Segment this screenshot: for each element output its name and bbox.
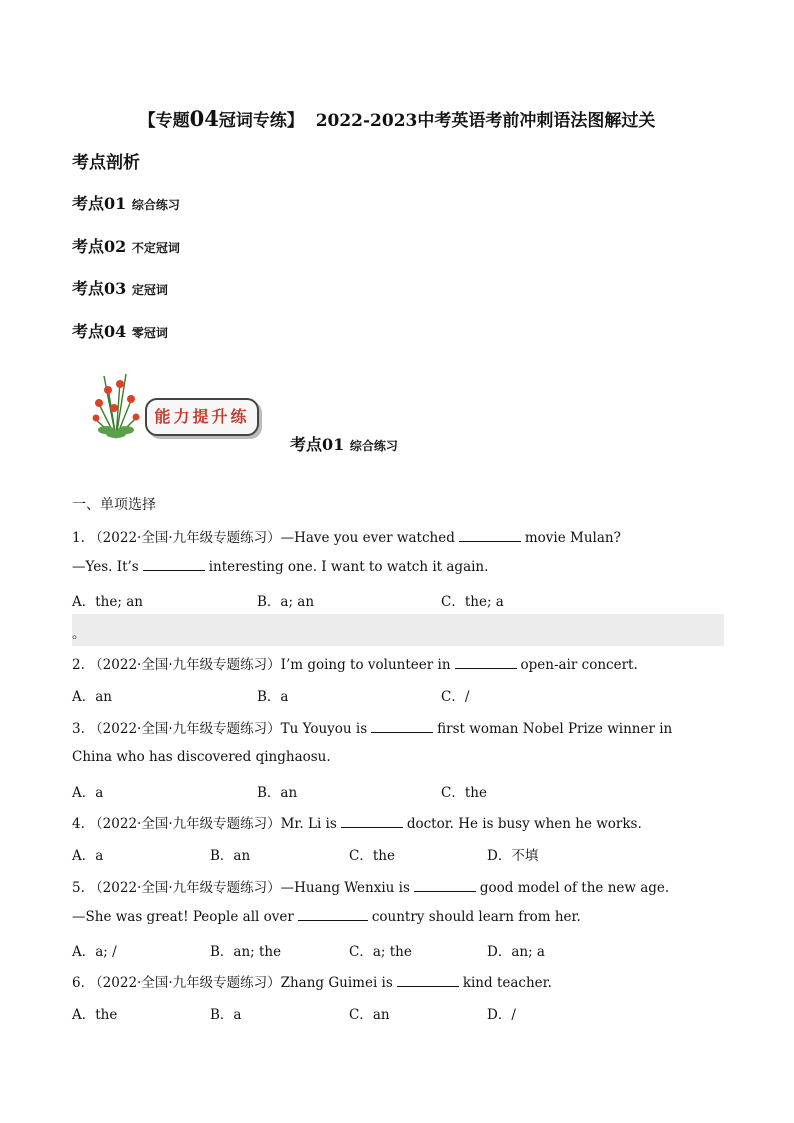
option-c: C．the <box>441 785 487 801</box>
option-b: B．a <box>257 689 289 705</box>
option-a: A．a <box>72 785 104 801</box>
title-prefix: 【专题 <box>138 111 190 131</box>
answer-blank <box>455 656 517 669</box>
point-name: 零冠词 <box>131 326 168 340</box>
answer-blank <box>414 879 476 892</box>
option-c: C．the <box>349 848 395 864</box>
question-3-line-2: China who has discovered qinghaosu. <box>72 749 331 765</box>
point-label: 考点02 <box>72 237 127 256</box>
option-a: A．a <box>72 848 104 864</box>
point-item <box>72 191 180 214</box>
stray-mark: 。 <box>72 626 86 642</box>
question-text: —Yes. It’s <box>72 559 139 575</box>
question-1-line-1 <box>72 526 621 546</box>
point-label: 考点03 <box>72 279 127 298</box>
option-c: C．the; a <box>441 594 504 610</box>
option-b: B．an <box>257 785 298 801</box>
answer-blank <box>143 558 205 571</box>
answer-blank <box>397 974 459 987</box>
option-a: A．a; / <box>72 944 117 960</box>
point-name: 不定冠词 <box>131 241 180 255</box>
section-heading: 一、单项选择 <box>72 497 156 513</box>
title-number: 04 <box>189 106 219 131</box>
point-label: 考点01 <box>72 194 127 213</box>
question-1-line-2 <box>72 558 488 575</box>
option-a: A．the; an <box>72 594 143 610</box>
question-text: kind teacher. <box>462 975 552 991</box>
title-rest: 2022-2023中考英语考前冲刺语法图解过关 <box>315 111 656 131</box>
option-d: D．an; a <box>487 944 545 960</box>
point-label: 考点04 <box>72 322 127 341</box>
question-text: interesting one. I want to watch it again. <box>208 559 489 575</box>
page-title <box>0 106 794 131</box>
answer-blank <box>341 815 403 828</box>
question-2 <box>72 653 638 673</box>
question-text: —She was great! People all over <box>72 909 294 925</box>
question-text: 3. （2022·全国·九年级专题练习）Tu Youyou is <box>72 721 368 737</box>
point-name: 综合练习 <box>131 198 180 212</box>
option-a: A．an <box>72 689 112 705</box>
point-item <box>72 276 168 299</box>
highlight-band <box>72 614 724 646</box>
title-topic: 冠词专练】 <box>218 111 304 131</box>
analysis-heading: 考点剖析 <box>72 153 140 173</box>
question-text: 6. （2022·全国·九年级专题练习）Zhang Guimei is <box>72 975 393 991</box>
question-5-line-1 <box>72 876 669 896</box>
option-c: C．an <box>349 1007 390 1023</box>
banner-point <box>290 432 398 455</box>
answer-blank <box>371 720 433 733</box>
question-text: open-air concert. <box>520 657 638 673</box>
point-item <box>72 234 180 257</box>
question-text: movie Mulan? <box>524 530 621 546</box>
ability-badge: 能力提升练 <box>145 398 259 436</box>
answer-blank <box>298 908 368 921</box>
option-c: C．a; the <box>349 944 412 960</box>
answer-blank <box>459 529 521 542</box>
point-item <box>72 319 168 342</box>
question-5-line-2 <box>72 908 581 925</box>
point-name: 定冠词 <box>131 283 168 297</box>
banner-point-name: 综合练习 <box>349 439 398 453</box>
question-text: good model of the new age. <box>479 880 670 896</box>
option-b: B．an <box>210 848 251 864</box>
question-text: 5. （2022·全国·九年级专题练习）—Huang Wenxiu is <box>72 880 410 896</box>
option-b: B．an; the <box>210 944 282 960</box>
option-d: D．不填 <box>487 848 539 864</box>
option-a: A．the <box>72 1007 118 1023</box>
banner-point-label: 考点01 <box>290 435 345 454</box>
question-text: 4. （2022·全国·九年级专题练习）Mr. Li is <box>72 816 337 832</box>
question-6 <box>72 971 552 991</box>
question-text: 2. （2022·全国·九年级专题练习）I’m going to volunteer in <box>72 657 451 673</box>
question-text: doctor. He is busy when he works. <box>406 816 642 832</box>
option-b: B．a <box>210 1007 242 1023</box>
question-text: 1. （2022·全国·九年级专题练习）—Have you ever watched <box>72 530 455 546</box>
option-b: B．a; an <box>257 594 315 610</box>
flower-decoration-icon <box>86 368 146 440</box>
question-text: country should learn from her. <box>371 909 581 925</box>
question-text: first woman Nobel Prize winner in <box>437 721 673 737</box>
option-c: C．/ <box>441 689 470 705</box>
question-4 <box>72 812 642 832</box>
option-d: D．/ <box>487 1007 516 1023</box>
question-3-line-1 <box>72 717 672 737</box>
